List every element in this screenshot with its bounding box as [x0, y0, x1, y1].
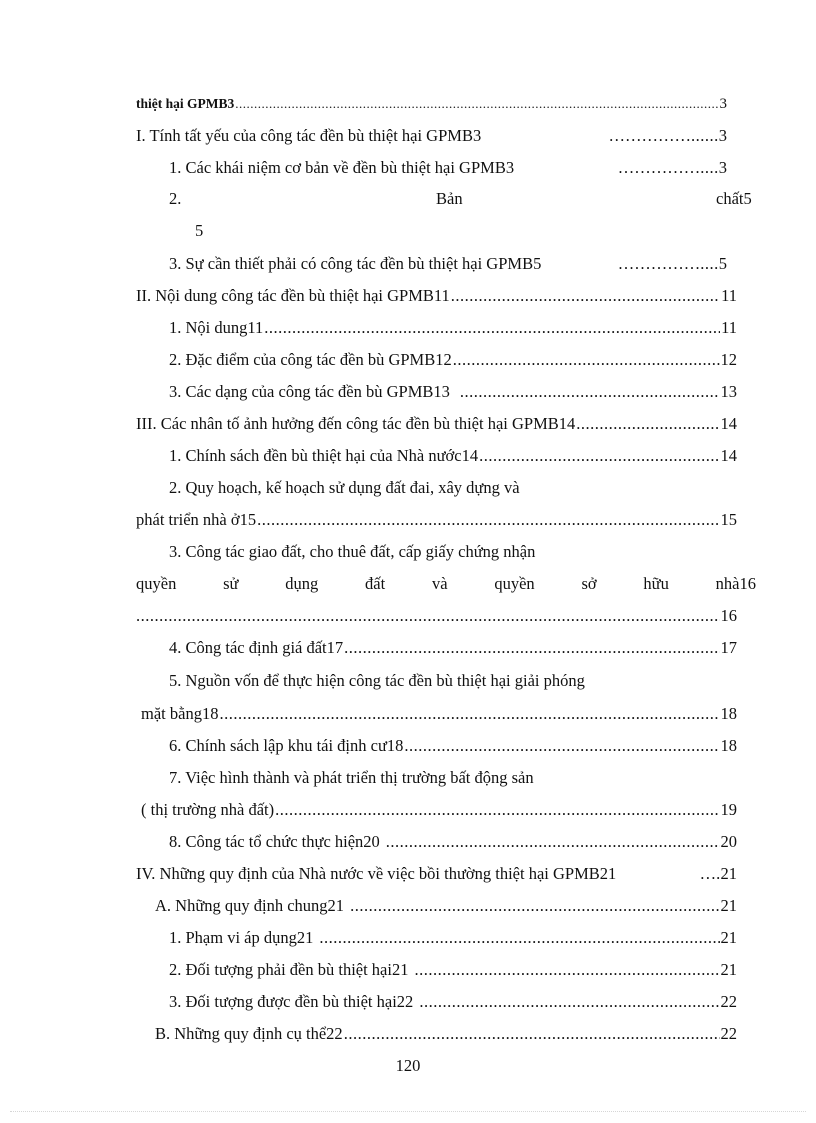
toc-word: hữu — [643, 574, 669, 593]
toc-entry-label: 5 — [195, 221, 204, 240]
toc-entry-label: 3. Sự cần thiết phải có công tác đền bù thiệt hại GPMB5 — [169, 254, 542, 273]
toc-leader — [257, 505, 719, 535]
toc-entry-label: 4. Công tác định giá đất17 — [169, 638, 344, 657]
toc-leader — [404, 731, 719, 761]
page-bottom-divider — [10, 1111, 806, 1112]
toc-leader — [460, 377, 720, 407]
toc-entry — [141, 795, 737, 825]
toc-entry — [169, 633, 737, 663]
toc-entry-label: 1. Nội dung11 — [169, 318, 264, 337]
toc-page-number: 16 — [720, 606, 737, 625]
toc-entry-label: 1. Các khái niệm cơ bản về đền bù thiệt hại GPMB3 — [169, 158, 515, 177]
toc-leader-dots: .... — [700, 254, 719, 273]
toc-page-number: 21 — [720, 960, 737, 979]
toc-page-number: 19 — [720, 800, 737, 819]
toc-page-number: 18 — [720, 704, 737, 723]
toc-entry — [136, 601, 737, 631]
toc-page-number: 12 — [720, 350, 737, 369]
toc-word: sở — [581, 574, 597, 593]
toc-page-number: 21 — [720, 896, 737, 915]
toc-leader — [136, 601, 720, 631]
toc-entry-section-4 — [136, 859, 737, 889]
toc-entry-label: IV. Những quy định của Nhà nước về việc bồi thường thiệt hại GPMB21 — [136, 864, 617, 883]
toc-entry-label: 7. Việc hình thành và phát triển thị trường bất động sản — [169, 768, 534, 787]
toc-entry-label: I. Tính tất yếu của công tác đền bù thiệt hại GPMB3 — [136, 126, 482, 145]
toc-entry-section-2 — [136, 281, 737, 311]
toc-entry — [169, 923, 737, 953]
toc-leader — [219, 699, 719, 729]
toc-justified-line — [136, 569, 756, 599]
toc-entry-label: 2. Quy hoạch, kế hoạch sử dụng đất đai, xây dựng và — [169, 478, 520, 497]
toc-page-number: 5 — [718, 254, 727, 273]
toc-page-number: 14 — [720, 446, 737, 465]
footer-page-number: 120 — [395, 1056, 421, 1075]
toc-entry — [169, 345, 737, 375]
toc-page-number: 17 — [720, 638, 737, 657]
toc-leader-dots: .... — [700, 158, 719, 177]
toc-page-number: 3 — [718, 158, 727, 177]
toc-entry-section-3 — [136, 409, 737, 439]
toc-word: quyền — [136, 574, 177, 593]
toc-word: nhà16 — [715, 574, 756, 593]
toc-word: quyền — [494, 574, 535, 593]
toc-entry-label: phát triển nhà ở15 — [136, 510, 257, 529]
toc-page-number: 14 — [720, 414, 737, 433]
toc-page-number: 22 — [720, 992, 737, 1011]
toc-entry-label: 1. Chính sách đền bù thiệt hại của Nhà nước14 — [169, 446, 479, 465]
toc-entry — [155, 1019, 737, 1049]
toc-entry-label: 3. Các dạng của công tác đền bù GPMB13 — [169, 382, 450, 401]
toc-leader — [576, 409, 719, 439]
toc-entry-section-1 — [136, 121, 727, 151]
toc-leader — [386, 827, 720, 857]
toc-page-number: 3 — [719, 96, 727, 112]
toc-leader — [453, 345, 720, 375]
toc-leader: … — [699, 864, 717, 883]
toc-page-number: 13 — [720, 382, 737, 401]
toc-word: 2. — [169, 189, 182, 208]
toc-entry — [169, 153, 727, 183]
toc-entry-label: II. Nội dung công tác đền bù thiệt hại GPMB11 — [136, 286, 450, 305]
toc-entry — [155, 891, 737, 921]
toc-word: và — [432, 574, 448, 593]
toc-leader — [275, 795, 719, 825]
toc-entry-label: thiệt hại GPMB3 — [136, 96, 235, 111]
toc-leader-dots: . — [716, 864, 721, 883]
toc-entry-label: 3. Công tác giao đất, cho thuê đất, cấp giấy chứng nhận — [169, 542, 536, 561]
toc-entry — [169, 827, 737, 857]
toc-entry — [169, 731, 737, 761]
toc-leader — [414, 955, 719, 985]
toc-page-number: 11 — [721, 286, 737, 305]
toc-entry — [169, 441, 737, 471]
toc-entry-label: mặt bằng18 — [141, 704, 219, 723]
toc-leader — [319, 923, 719, 953]
toc-entry — [141, 699, 737, 729]
toc-entry-label: 8. Công tác tổ chức thực hiện20 — [169, 832, 380, 851]
toc-leader — [350, 891, 719, 921]
toc-leader — [344, 633, 719, 663]
toc-entry — [136, 89, 727, 119]
toc-entry-label: 1. Phạm vi áp dụng21 — [169, 928, 314, 947]
toc-entry — [169, 313, 737, 343]
toc-page-number: 3 — [718, 126, 727, 145]
toc-leader — [264, 313, 720, 343]
toc-page-number: 21 — [720, 928, 737, 947]
toc-leader-dots: ...... — [691, 126, 719, 145]
toc-entry-label: ( thị trường nhà đất) — [141, 800, 275, 819]
toc-entry-label: 6. Chính sách lập khu tái định cư18 — [169, 736, 404, 755]
toc-page-number: 11 — [721, 318, 737, 337]
toc-leader — [451, 281, 720, 311]
toc-leader — [344, 1019, 720, 1049]
toc-page-number: 22 — [720, 1024, 737, 1043]
toc-leader: …………… — [617, 254, 701, 273]
toc-word: đất — [365, 574, 386, 593]
toc-word: dụng — [285, 574, 319, 593]
toc-entry — [169, 249, 727, 279]
toc-leader: …………… — [617, 158, 701, 177]
toc-page-number: 20 — [720, 832, 737, 851]
toc-entry — [169, 987, 737, 1017]
toc-entry-label: 2. Đối tượng phải đền bù thiệt hại21 — [169, 960, 409, 979]
toc-entry-label: 2. Đặc điểm của công tác đền bù GPMB12 — [169, 350, 452, 369]
toc-page-number: 18 — [720, 736, 737, 755]
toc-entry — [169, 377, 737, 407]
toc-entry-label: A. Những quy định chung21 — [155, 896, 345, 915]
toc-entry-label: 5. Nguồn vốn để thực hiện công tác đền bù thiệt hại giải phóng — [169, 671, 585, 690]
toc-page-number: 21 — [720, 864, 737, 883]
toc-entry-label: B. Những quy định cụ thể22 — [155, 1024, 343, 1043]
toc-entry-label: 3. Đối tượng được đền bù thiệt hại22 — [169, 992, 414, 1011]
toc-entry — [136, 505, 737, 535]
toc-leader — [419, 987, 719, 1017]
toc-leader — [235, 89, 718, 119]
toc-word: chất5 — [716, 189, 752, 208]
toc-leader — [479, 441, 719, 471]
toc-entry — [169, 955, 737, 985]
toc-entry-label: III. Các nhân tố ảnh hưởng đến công tác đền bù thiệt hại GPMB14 — [136, 414, 576, 433]
toc-word: sử — [223, 574, 239, 593]
toc-page-number: 15 — [720, 510, 737, 529]
toc-word: Bản — [436, 189, 463, 208]
toc-leader: …………… — [608, 126, 691, 145]
